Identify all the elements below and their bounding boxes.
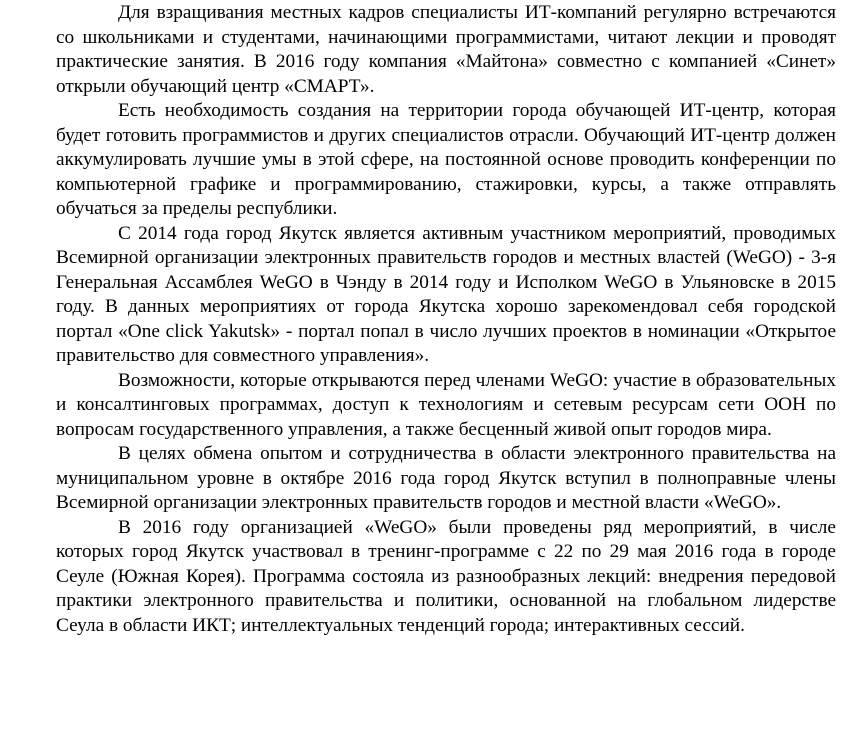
paragraph-wego-opportunities: Возможности, которые открываются перед членами WeGO: участие в образовательных и консалтинговых программах, доступ к технологиям и сетевым ресурсам сети ООН по вопросам государственного управления, а также бесценный живой опыт городов мира. xyxy=(56,369,836,440)
paragraph-wego-membership: В целях обмена опытом и сотрудничества в области электронного правительства на муниципальном уровне в октябре 2016 года город Якутск вступил в полноправные члены Всемирной организации электронных правительств городов и местной власти «WeGO». xyxy=(56,443,836,513)
paragraph-wego-seoul-training: В 2016 году организацией «WeGO» были проведены ряд мероприятий, в числе которых город Якутск участвовал в тренинг-программе с 22 по 29 мая 2016 года в городе Сеуле (Южная Корея). Программа состояла из разнообразных лекций: внедрения передовой практики электронного правительства и политики, основанной на глобальном лидерстве Сеула в области ИКТ; интеллектуальных тенденций города; интерактивных сессий. xyxy=(56,516,836,636)
paragraph-wego-participation: С 2014 года город Якутск является активным участником мероприятий, проводимых Всемирной организации электронных правительств городов и местных властей (WeGO) - 3-я Генеральная Ассамблея WeGO в Чэнду в 2014 году и Исполком WeGO в Ульяновске в 2015 году. В данных мероприятиях от города Якутска хорошо зарекомендовал себя городской портал «One click Yakutsk» - портал попал в число лучших проектов в номинации «Открытое правительство для совместного управления». xyxy=(56,222,836,366)
document-body xyxy=(56,0,836,638)
paragraph-local-personnel: Для взращивания местных кадров специалисты ИТ-компаний регулярно встречаются со школьниками и студентами, начинающими программистами, читают лекции и проводят практические занятия. В 2016 году компания «Майтона» совместно с компанией «Синет» открыли обучающий центр «СМАРТ». xyxy=(56,2,836,97)
paragraph-it-training-center: Есть необходимость создания на территории города обучающей ИТ-центр, которая будет готовить программистов и других специалистов отрасли. Обучающий ИТ-центр должен аккумулировать лучшие умы в этой сфере, на постоянной основе проводить конференции по компьютерной графике и программированию, стажировки, курсы, а также отправлять обучаться за пределы республики. xyxy=(56,100,836,219)
